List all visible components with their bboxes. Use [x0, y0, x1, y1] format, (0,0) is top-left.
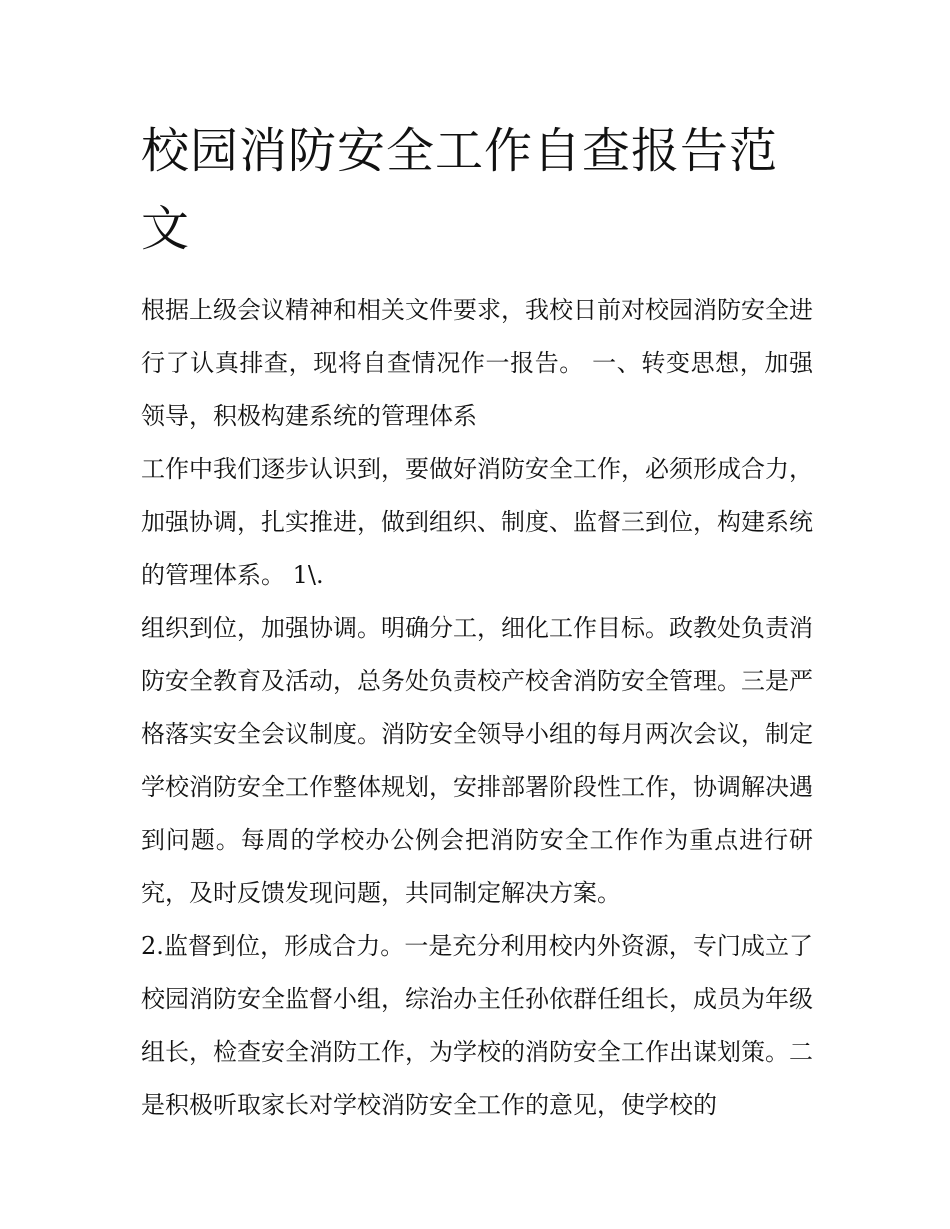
paragraph-organization: 组织到位，加强协调。明确分工，细化工作目标。政教处负责消防安全教育及活动，总务处负责校产校舍消防安全管理。三是严格落实安全会议制度。消防安全领导小组的每月两次会议，制定学校消防安全工作整体规划，安排部署阶段性工作，协调解决遇到问题。每周的学校办公例会把消防安全工作作为重点进行研究，及时反馈发现问题，共同制定解决方案。: [141, 614, 813, 907]
document-body: [141, 284, 813, 1132]
paragraph-supervision: 2.监督到位，形成合力。一是充分利用校内外资源，专门成立了校园消防安全监督小组，综治办主任孙依群任组长，成员为年级组长，检查安全消防工作，为学校的消防安全工作出谋划策。二是积极听取家长对学校消防安全工作的意见，使学校的: [141, 932, 813, 1119]
document-title: 校园消防安全工作自查报告范文: [141, 123, 779, 257]
paragraph-intro: 根据上级会议精神和相关文件要求，我校日前对校园消防安全进行了认真排查，现将自查情况作一报告。 一、转变思想，加强领导，积极构建系统的管理体系: [141, 296, 813, 430]
document-page: [141, 112, 813, 1132]
paragraph-system: 工作中我们逐步认识到，要做好消防安全工作，必须形成合力，加强协调，扎实推进，做到组织、制度、监督三到位，构建系统的管理体系。 1\.: [141, 455, 813, 589]
